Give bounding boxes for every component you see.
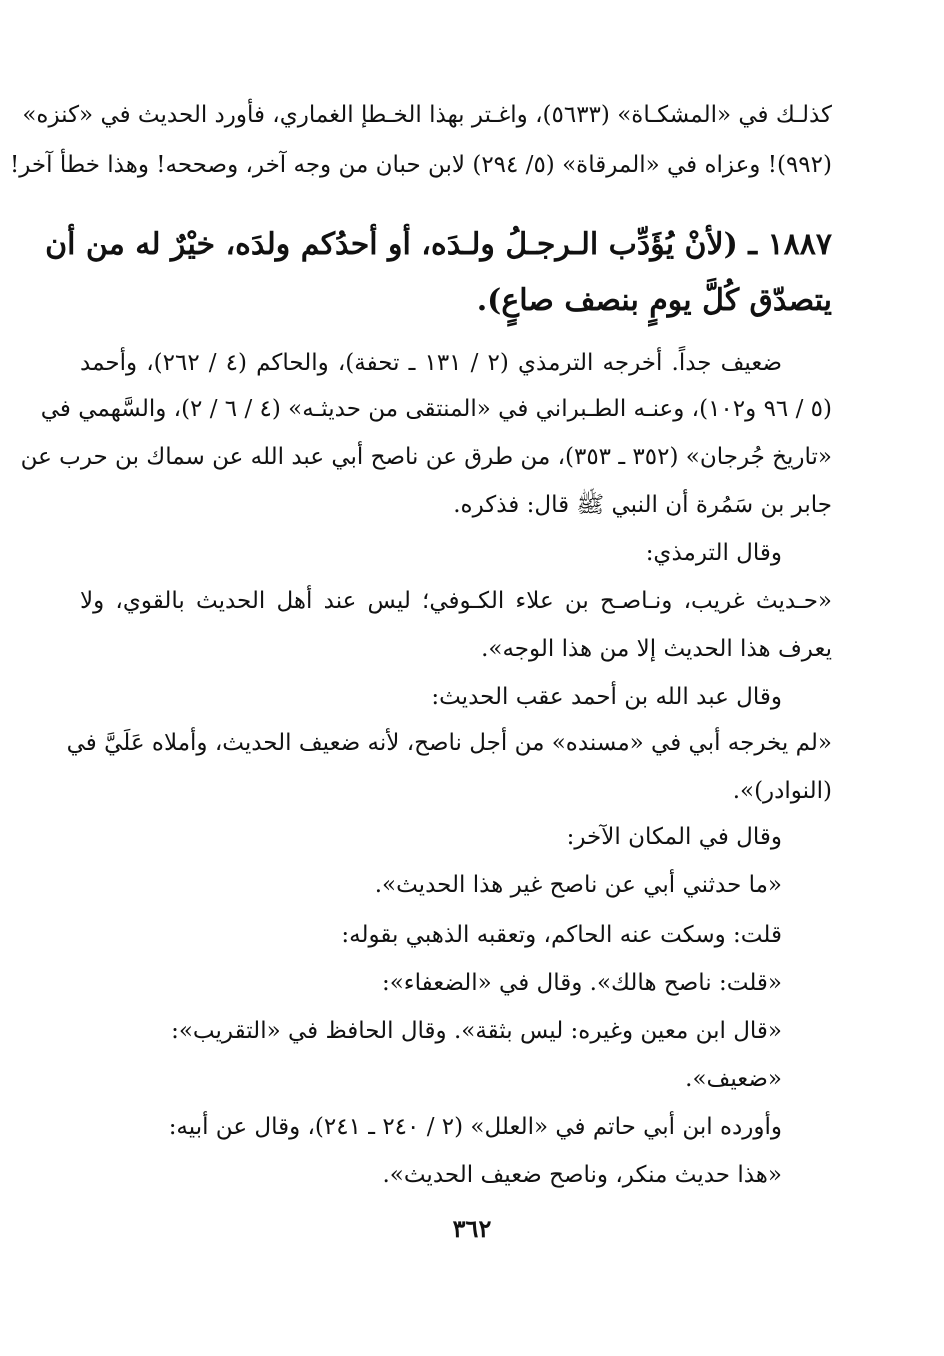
text-line-12: (النوادر)». xyxy=(732,778,832,804)
hadith-heading-line-2: يتصدّق كُلَّ يومٍ بنصف صاعٍ). xyxy=(476,283,832,318)
text-line-10: وقال عبد الله بن أحمد عقب الحديث: xyxy=(431,684,782,710)
text-line-17: «قال ابن معين وغيره: ليس بثقة». وقال الحافظ في «التقريب»: xyxy=(171,1018,782,1044)
text-line-8: «حـديث غريب، ونـاصـح بن علاء الكـوفي؛ ليس عند أهل الحديث بالقوي، ولا xyxy=(80,588,832,614)
text-line-20: «هذا حديث منكر، وناصح ضعيف الحديث». xyxy=(382,1162,782,1188)
text-line-4: (٥ / ٩٦ و١٠٢)، وعنـه الطـبراني في «المنتقى من حديثـه» (٤ / ٦ / ٢)، والسَّهمي في xyxy=(40,396,832,422)
text-line-14: «ما حدثني أبي عن ناصح غير هذا الحديث». xyxy=(374,872,782,898)
text-line-18: «ضعيف». xyxy=(685,1066,782,1092)
text-line-9: يعرف هذا الحديث إلا من هذا الوجه». xyxy=(481,636,832,662)
text-line-1: كذلـك في «المشكـاة» (٥٦٣٣)، واغـتر بهذا الخـطإ الغماري، فأورد الحديث في «كنزه» xyxy=(22,102,832,128)
text-line-19: وأورده ابن أبي حاتم في «العلل» (٢ / ٢٤٠ ـ ٢٤١)، وقال عن أبيه: xyxy=(168,1114,782,1140)
text-line-2: (٩٩٢)! وعزاه في «المرقاة» (٥/ ٢٩٤) لابن حبان من وجه آخر، وصححه! وهذا خطأ آخر! xyxy=(10,152,832,178)
text-line-16: «قلت: ناصح هالك». وقال في «الضعفاء»: xyxy=(381,970,782,996)
text-line-5: «تاريخ جُرجان» (٣٥٢ ـ ٣٥٣)، من طرق عن ناصح أبي عبد الله عن سماك بن حرب عن xyxy=(20,444,832,470)
text-line-6: جابر بن سَمُرة أن النبي ﷺ قال: فذكره. xyxy=(453,492,832,518)
text-line-15: قلت: وسكت عنه الحاكم، وتعقبه الذهبي بقوله: xyxy=(341,922,782,948)
text-line-3: ضعيف جداً. أخرجه الترمذي (٢ / ١٣١ ـ تحفة)، والحاكم (٤ / ٢٦٢)، وأحمد xyxy=(80,350,782,376)
page-number: ٣٦٢ xyxy=(452,1214,492,1243)
text-line-11: «لم يخرجه أبي في «مسنده» من أجل ناصح، لأنه ضعيف الحديث، وأملاه عَلَيَّ في xyxy=(66,730,832,756)
text-line-7: وقال الترمذي: xyxy=(645,540,782,566)
text-line-13: وقال في المكان الآخر: xyxy=(566,824,782,850)
hadith-heading-line-1: ١٨٨٧ ـ (لأنْ يُؤَدِّب الـرجـلُ ولـدَه، أو أحدُكم ولدَه، خيْرٌ له من أن xyxy=(45,227,832,262)
